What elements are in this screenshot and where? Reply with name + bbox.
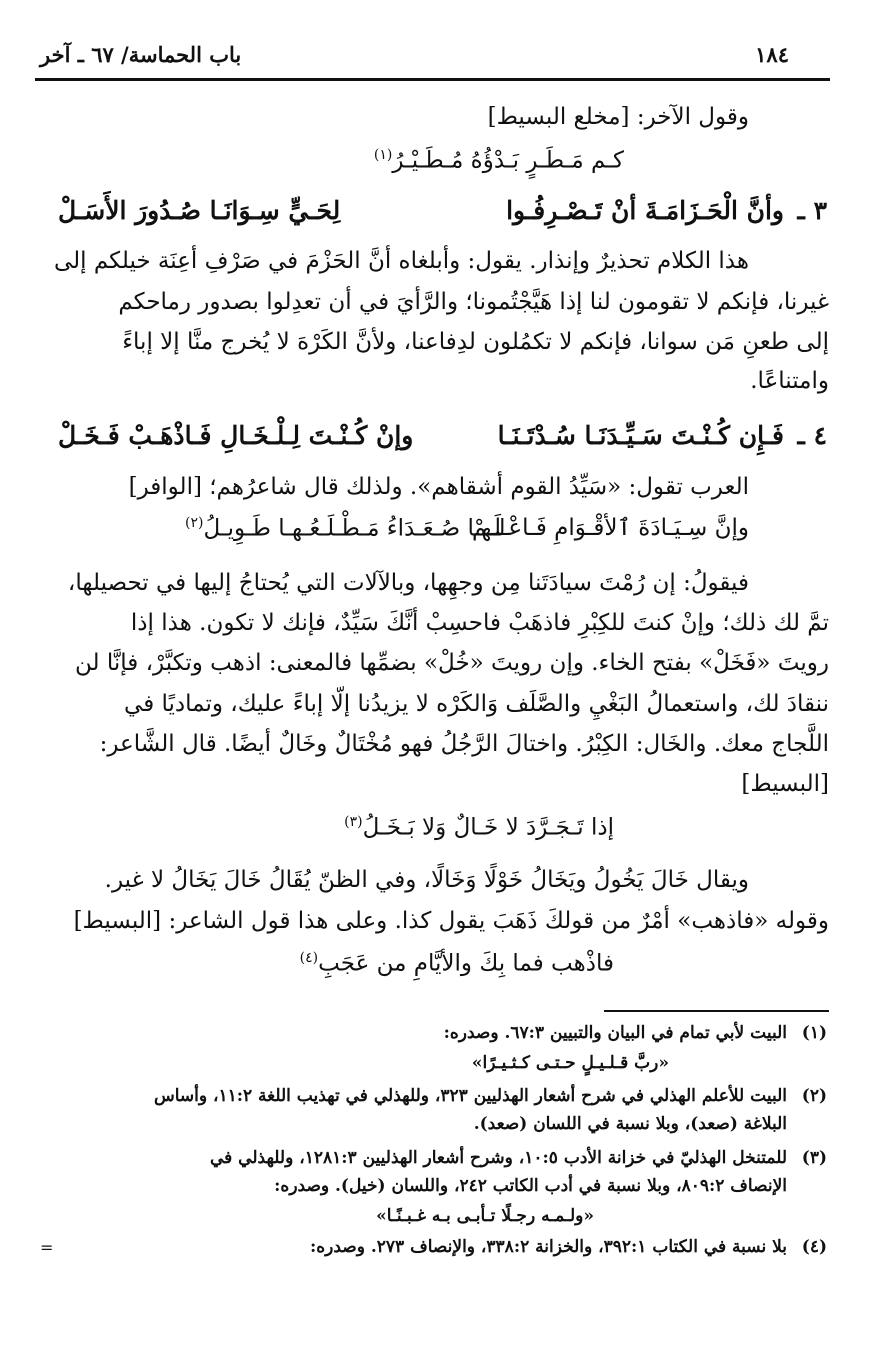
continuation-mark: =: [40, 1238, 54, 1257]
page-number: ١٨٤: [755, 42, 789, 67]
footnote-ref-3: (٣): [344, 814, 363, 830]
para1-line-3: إلى طعنِ مَن سوانا، فإنكم لا تكمُلون لدِفاعنا، ولأنَّ الكَرْهَ لا يُخرج منَّا إلا إباءً: [122, 329, 829, 355]
para1-line-1: هذا الكلام تحذيرٌ وإنذار. يقول: وأبلغاه أنَّ الحَزْمَ في صَرْفِ أعِنَة خيلكم إلى: [53, 248, 749, 274]
verse-3-number: ٣ ـ: [797, 196, 827, 225]
para3-line-4: ننقادَ لك، واستعمالُ البَغْيِ والصَّلَف وَالكَرْه لا يزيدُنا إلّا إباءً عليك، وتماديًا في: [124, 691, 829, 717]
verse-3-first-hemistich: وأنَّ الْحَـزَامَـةَ أنْ تَـصْـرِفُـوا: [506, 196, 784, 225]
footnote-ref-1: (١): [373, 147, 393, 163]
para4-line-1: ويقال خَالَ يَخُولُ ويَخَالُ خَوْلًا وَخَالًا، وفي الظنّ يُقَالُ خَالَ يَخَالُ لا غير.: [104, 867, 749, 893]
para3-line-3: رويتَ «فَخَلْ» بفتح الخاء. وإن رويتَ «خُلْ» بضمِّها فالمعنى: اذهب وتكبَّرْ، فإنَّا لن: [75, 650, 829, 676]
footnote-2-line-1: البيت للأعلم الهذلي في شرح أشعار الهذليين ٣٢٣، وللهذلي في تهذيب اللغة ١١:٢، وأساس: [153, 1086, 787, 1106]
para2-line-1: العرب تقول: «سَيِّدُ القوم أشقاهم». ولذلك قال شاعرُهم؛ [الوافر]: [128, 474, 749, 500]
verse-7: فاذْهب فما بِكَ والأيَّامِ من عَجَبِ$^{(٤)}$: [299, 950, 614, 977]
footnote-1-line-1: البيت لأبي تمام في البيان والتبيين ٦٧:٣. وصدره:: [443, 1023, 787, 1043]
footnote-3-line-3: «ولـمـه رجـلًا تـأبـى بـه غـبـنًـا»: [376, 1206, 594, 1226]
footnote-ref-2: (٢): [185, 515, 204, 531]
footnote-separator: [604, 1010, 829, 1012]
verse-4-number: ٤ ـ: [797, 421, 827, 450]
verse-4-first-hemistich: فَـإِن كُـنْـتَ سَـيِّـدَنَـا سُـدْتَـنَـا: [497, 421, 784, 450]
verse-3-second-hemistich: لِحَـيٍّ سِـوَانَـا صُـدُورَ الأَسَـلْ: [58, 196, 341, 225]
header-rule: [35, 78, 830, 81]
footnote-2-line-2: البلاغة (صعد)، وبلا نسبة في اللسان (صعد).: [473, 1114, 787, 1134]
para1-line-2: غيرنا، فإنكم لا تقومون لنا إذا هَيَّجْتُمونا؛ والرَّأيَ في أن تعدِلوا بصدور رماحكم: [118, 289, 829, 315]
footnote-1-line-2: «ربَّ قـلـيـلٍ حـتـى كـثـيـرًا»: [471, 1053, 669, 1073]
para3-line-6: [البسيط]: [741, 771, 829, 797]
para1-line-4: وامتناعًا.: [750, 368, 829, 394]
intro-line: وقول الآخر: [مخلع البسيط]: [487, 104, 749, 130]
verse-1: كـم مَـطَـرٍ بَـدْؤُهُ مُـطَـيْـرُ$^{(١)}$: [373, 147, 624, 174]
footnote-2-number: (٢): [801, 1086, 827, 1106]
footnote-4-number: (٤): [801, 1237, 827, 1257]
footnote-3-number: (٣): [801, 1148, 827, 1168]
para3-line-5: اللَّجاج معك. والخَال: الكِبْرُ. واختالَ الرَّجُلُ فهو مُخْتَالٌ وخَالٌ أيضًا. قال الشَّاعر:: [99, 731, 829, 757]
verse-6: إذا تَـجَـرَّدَ لا خَـالٌ وَلا بَـخَـلُ$^{(٣)}$: [344, 814, 614, 841]
para4-line-2: وقوله «فاذهب» أمْرٌ من قولكَ ذَهَبَ يقول كذا. وعلى هذا قول الشاعر: [البسيط]: [73, 908, 829, 934]
footnote-ref-4: (٤): [299, 950, 319, 966]
para3-line-1: فيقولُ: إن رُمْتَ سيادَتَنا مِن وجهِها، وبالآلات التي يُحتاجُ إليها في تحصيلها،: [67, 570, 749, 596]
verse-5-second-hemistich: لـهـا صُـعَـدَاءُ مَـطْـلَـعُـهـا طَـوِيـلُ$^{(٢)}$: [185, 515, 506, 542]
footnote-3-line-2: الإنصاف ٨٠٩:٢، وبلا نسبة في أدب الكاتب ٢٤٢، واللسان (خيل). وصدره:: [274, 1176, 787, 1196]
footnote-1-number: (١): [801, 1023, 827, 1043]
verse-4-second-hemistich: وإنْ كُـنْـتَ لِـلْـخَـالِ فَـاذْهَـبْ فَـخَـلْ: [58, 421, 414, 450]
chapter-title: باب الحماسة/ ٦٧ ـ آخر: [40, 42, 242, 67]
footnote-3-line-1: للمتنخل الهذليّ في خزانة الأدب ١٠:٥، وشرح أشعار الهذليين ١٢٨١:٣، وللهذلي في: [209, 1148, 787, 1168]
para3-line-2: تمَّ لك ذلك؛ وإنْ كنتَ للكِبْرِ فاذهَبْ فاحسِبْ أنَّكَ سَيِّدٌ، فإنك لا تكون. هذا إذا: [130, 610, 829, 636]
footnote-4-line-1: بلا نسبة في الكتاب ٣٩٢:١، والخزانة ٣٣٨:٢، والإنصاف ٢٧٣. وصدره:: [309, 1237, 787, 1257]
verse-5-first-hemistich: وإنَّ سِـيَـادَةَ ٱلأقْـوَامِ فَـاعْـلَـمْ: [471, 515, 749, 541]
